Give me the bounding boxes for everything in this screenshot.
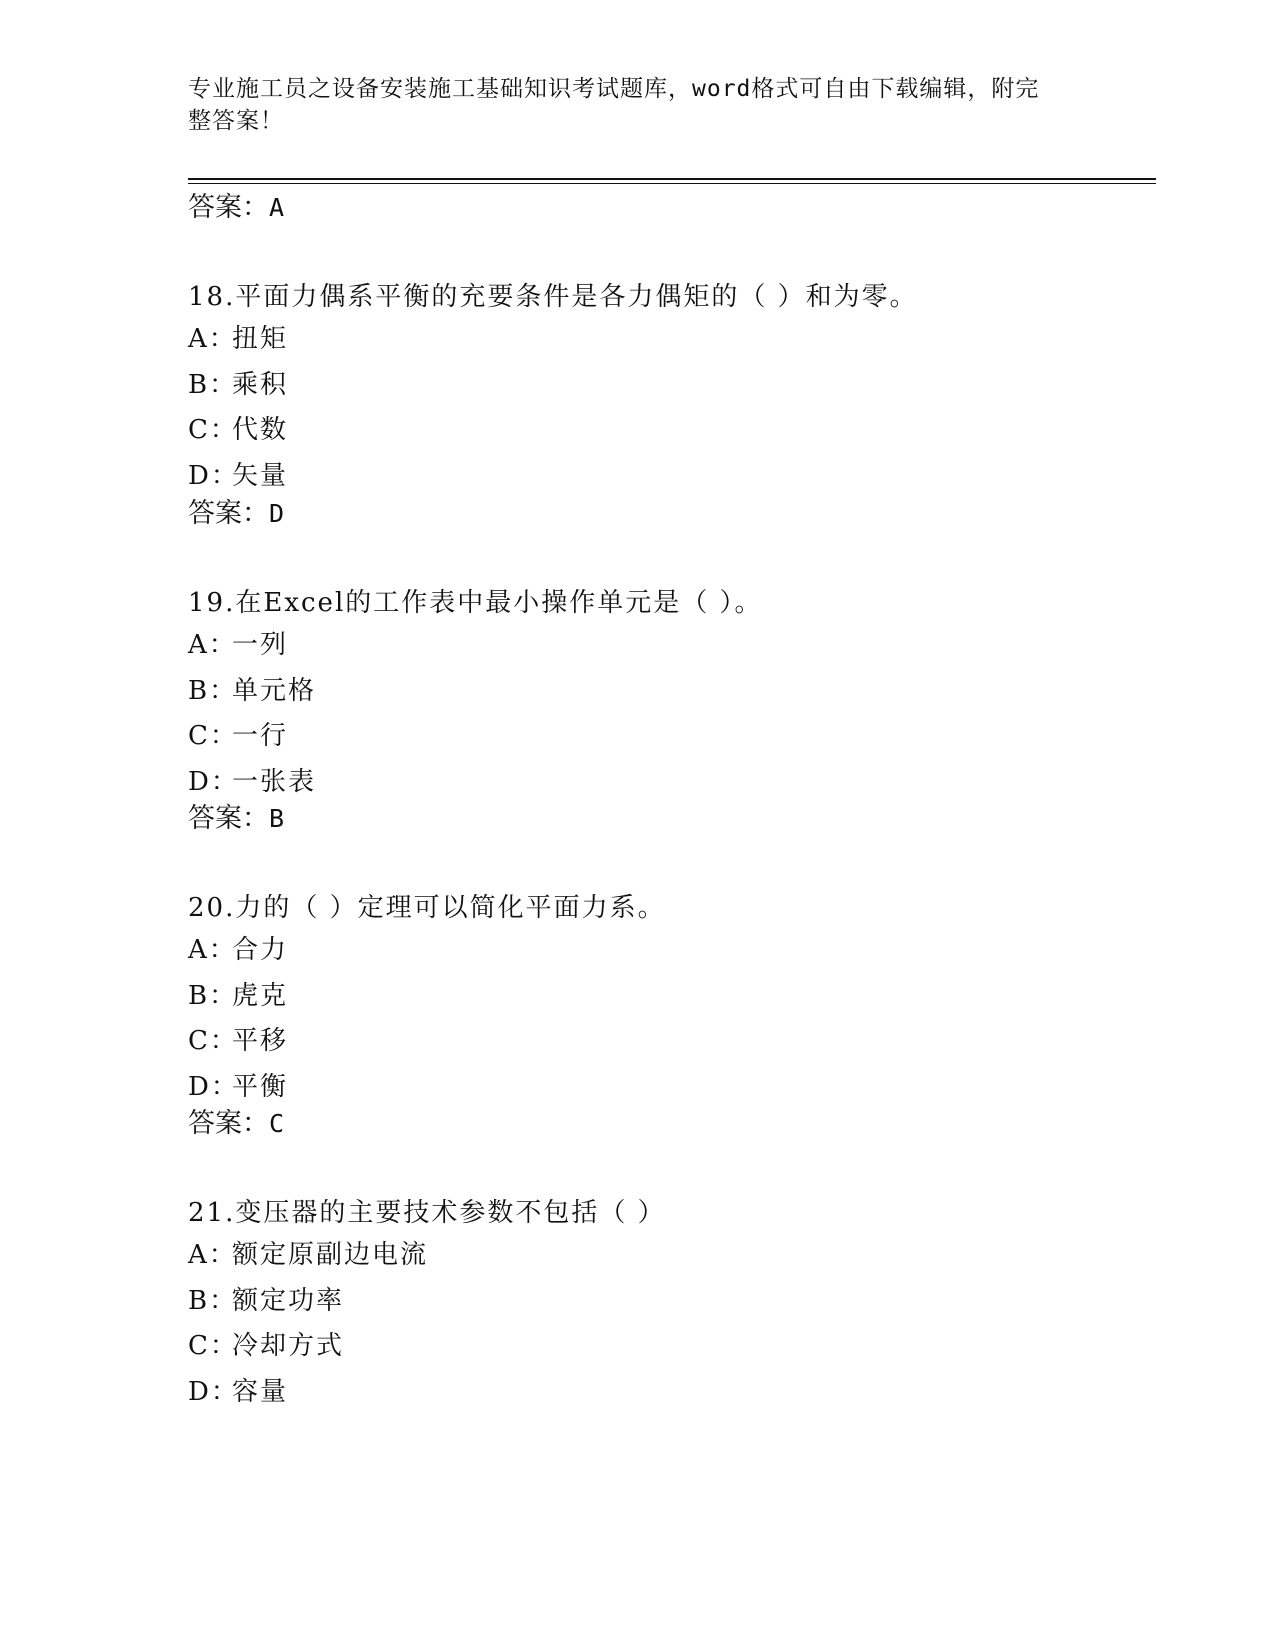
answer-value: B: [269, 804, 285, 833]
answer-value: C: [269, 1109, 285, 1138]
question-18: [188, 280, 1088, 314]
option-b: [188, 1284, 1088, 1330]
question-text: 18.平面力偶系平衡的充要条件是各力偶矩的（ ）和为零。: [188, 282, 918, 312]
option-text: 矢量: [232, 460, 289, 491]
question-18-options: [188, 322, 1088, 504]
answer-q17: [188, 191, 1088, 225]
question-text: 19.在Excel的工作表中最小操作单元是（ ）。: [188, 588, 763, 618]
question-text: 21.变压器的主要技术参数不包括（ ）: [188, 1198, 666, 1228]
option-key: C：: [188, 1026, 238, 1056]
option-b: [188, 979, 1088, 1025]
option-text: 冷却方式: [232, 1331, 345, 1361]
document-header: [188, 73, 1068, 137]
option-b: [188, 674, 1088, 720]
option-a: [188, 933, 1088, 979]
question-19-options: [188, 628, 1088, 810]
option-b: [188, 368, 1088, 414]
option-a: [188, 628, 1088, 674]
answer-label: 答案：: [188, 498, 269, 529]
option-text: 单元格: [232, 675, 317, 706]
option-c: [188, 1024, 1088, 1070]
option-key: D：: [188, 460, 239, 491]
option-key: A：: [188, 324, 237, 354]
header-divider-thick: [188, 178, 1156, 180]
option-key: B：: [188, 675, 238, 706]
option-key: C：: [188, 415, 238, 445]
answer-q18: [188, 497, 1088, 531]
answer-q20: [188, 1107, 1088, 1141]
header-divider-thin: [188, 183, 1156, 184]
answer-value: A: [269, 193, 285, 222]
header-line-2: 整答案！: [188, 108, 284, 134]
option-key: D：: [188, 766, 239, 797]
option-key: B：: [188, 1285, 238, 1316]
option-c: [188, 719, 1088, 765]
option-key: A：: [188, 935, 237, 965]
option-text: 代数: [232, 415, 289, 445]
answer-q19: [188, 802, 1088, 836]
option-text: 额定功率: [232, 1285, 345, 1316]
question-20-options: [188, 933, 1088, 1115]
option-c: [188, 1329, 1088, 1375]
option-text: 额定原副边电流: [232, 1240, 429, 1270]
option-text: 乘积: [232, 369, 289, 400]
option-d: [188, 1375, 1088, 1421]
question-20: [188, 891, 1088, 925]
option-text: 虎克: [232, 980, 289, 1011]
option-a: [188, 1238, 1088, 1284]
answer-label: 答案：: [188, 192, 269, 223]
option-text: 容量: [232, 1376, 289, 1407]
answer-label: 答案：: [188, 1108, 269, 1139]
option-text: 扭矩: [232, 324, 289, 354]
question-text: 20.力的（ ）定理可以简化平面力系。: [188, 893, 666, 923]
option-a: [188, 322, 1088, 368]
option-text: 一行: [232, 721, 289, 751]
option-key: A：: [188, 1240, 237, 1270]
option-key: C：: [188, 1331, 238, 1361]
option-key: D：: [188, 1376, 239, 1407]
answer-label: 答案：: [188, 803, 269, 834]
option-key: A：: [188, 630, 237, 660]
option-c: [188, 413, 1088, 459]
option-key: B：: [188, 980, 238, 1011]
question-21: [188, 1196, 1088, 1230]
question-21-options: [188, 1238, 1088, 1420]
option-key: B：: [188, 369, 238, 400]
option-text: 平移: [232, 1026, 289, 1056]
answer-value: D: [269, 499, 285, 528]
option-text: 平衡: [232, 1071, 289, 1102]
option-key: D：: [188, 1071, 239, 1102]
option-text: 一列: [232, 630, 289, 660]
header-line-1: 专业施工员之设备安装施工基础知识考试题库，word格式可自由下载编辑，附完: [188, 76, 1040, 102]
question-19: [188, 586, 1088, 620]
option-text: 合力: [232, 935, 289, 965]
option-text: 一张表: [232, 766, 317, 797]
option-key: C：: [188, 721, 238, 751]
